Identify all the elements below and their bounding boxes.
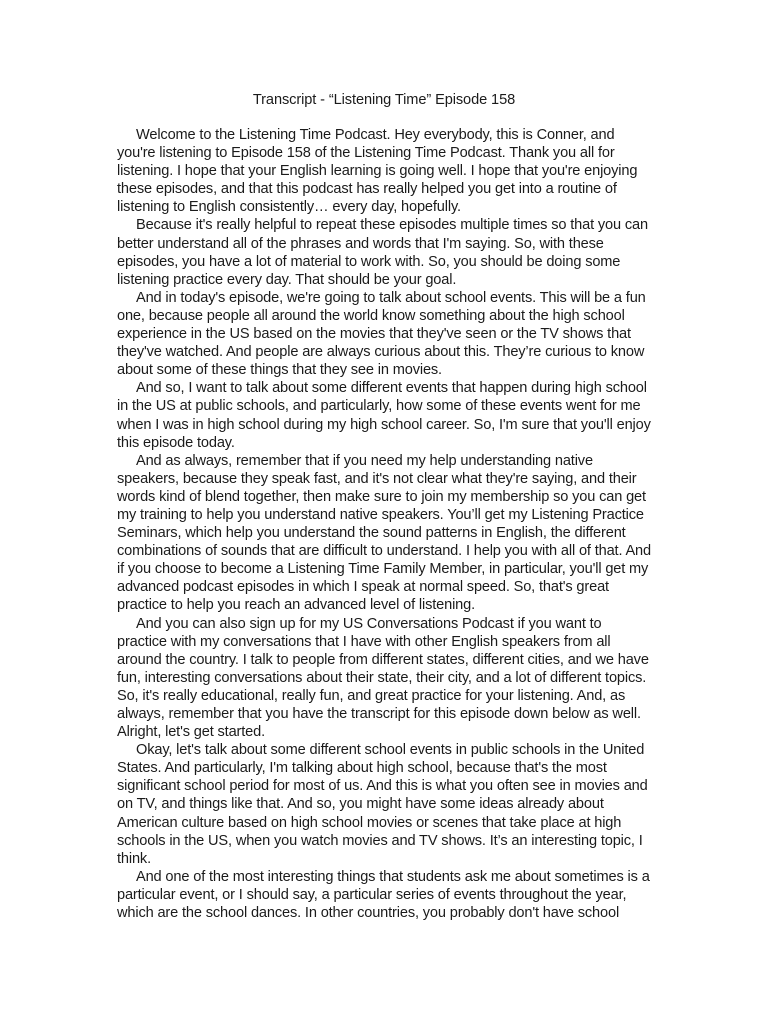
paragraph-2: Because it's really helpful to repeat these episodes multiple times so that you can better understand all of the phrases and words that I'm saying. So, with these episodes, you have a lot of material to work with. So, you should be doing some listening practice every day. That should be your goal. [117,217,648,288]
paragraph-3: And in today's episode, we're going to talk about school events. This will be a fun one, because people all around the world know something about the high school experience in the US based on the movies that they've seen or the TV shows that they've watched. And people are always curious about this. They’re curious to know about some of these things that they see in movies. [117,289,646,379]
page-title: Transcript - “Listening Time” Episode 158 [252,92,516,108]
paragraph-5: And as always, remember that if you need my help understanding native speakers, because they speak fast, and it's not clear what they're saying, and their words kind of blend together, then make sure to join my membership so you can get my training to help you understand native speakers. You’ll get my Listening Practice Seminars, which help you understand the sound patterns in English, the different combinations of sounds that are difficult to understand. I help you with all of that. And if you choose to become a Listening Time Family Member, in particular, you'll get my advanced podcast episodes in which I speak at normal speed. So, that's great practice to help you reach an advanced level of listening. [117,452,651,614]
paragraph-4: And so, I want to talk about some different events that happen during high school in the US at public schools, and particularly, how some of these events went for me when I was in high school during my high school career. So, I'm sure that you'll enjoy this episode today. [117,380,651,451]
paragraph-8: And one of the most interesting things that students ask me about sometimes is a particular event, or I should say, a particular series of events throughout the year, which are the school dances. In other countries, you probably don't have school [117,868,650,922]
paragraph-7: Okay, let's talk about some different school events in public schools in the United States. And particularly, I'm talking about high school, because that's the most significant school period for most of us. And this is what you often see in movies and on TV, and things like that. And so, you might have some ideas already about American culture based on high school movies or scenes that take place at high schools in the US, when you watch movies and TV shows. It’s an interesting topic, I think. [117,742,648,867]
paragraph-6: And you can also sign up for my US Conversations Podcast if you want to practice with my conversations that I have with other English speakers from all around the country. I talk to people from different states, different cities, and we have fun, interesting conversations about their state, their city, and a lot of different topics. So, it's really educational, really fun, and great practice for your listening. And, as always, remember that you have the transcript for this episode down below as well. Alright, let's get started. [117,615,649,741]
paragraph-1: Welcome to the Listening Time Podcast. Hey everybody, this is Conner, and you're listening to Episode 158 of the Listening Time Podcast. Thank you all for listening. I hope that your English learning is going well. I hope that you're enjoying these episodes, and that this podcast has really helped you get into a routine of listening to English consistently… every day, hopefully. [117,127,638,216]
transcript-body [117,126,653,1006]
